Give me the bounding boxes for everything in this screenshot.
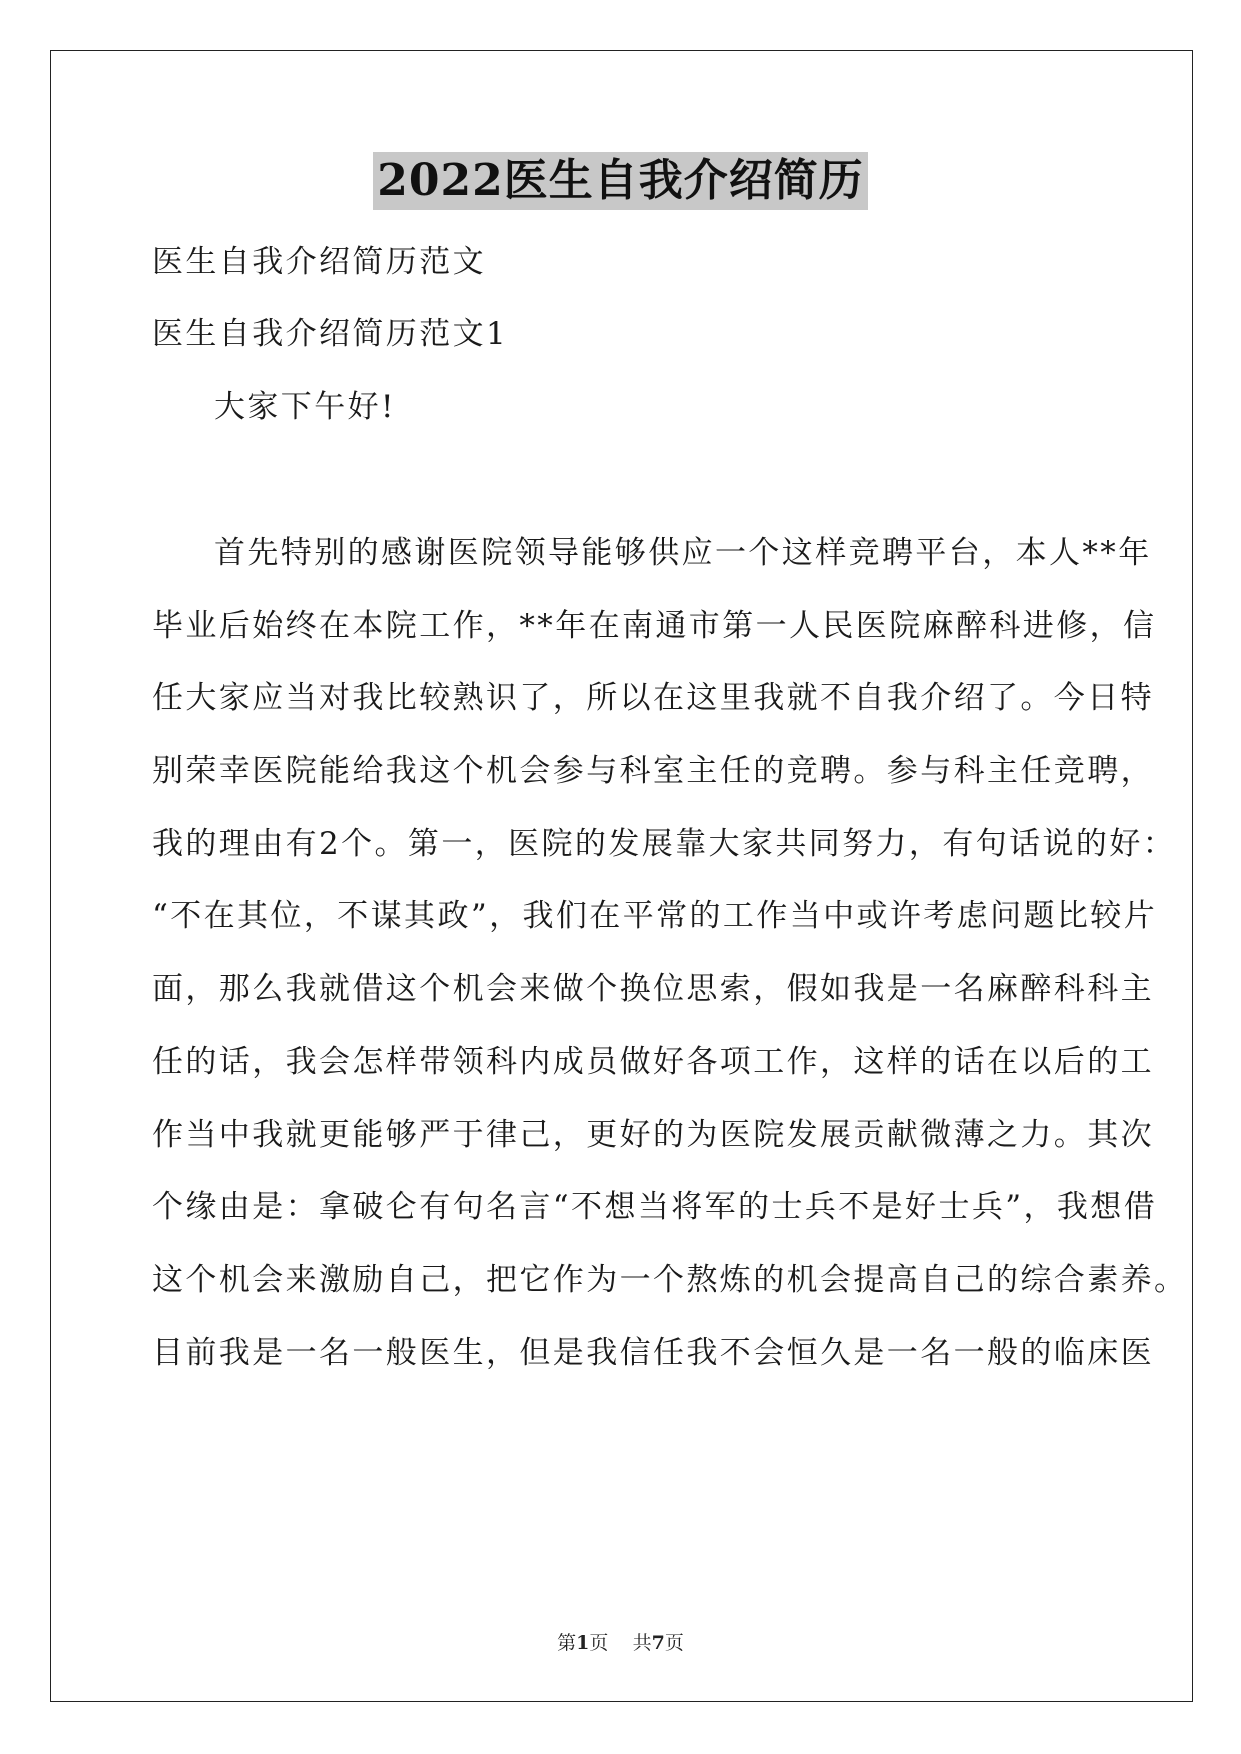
footer-page-number: 1 [576, 1632, 590, 1654]
footer-total-suffix: 页 [664, 1632, 684, 1654]
body-line: “不在其位，不谋其政”，我们在平常的工作当中或许考虑问题比较片 [152, 898, 1158, 934]
document-title: 2022医生自我介绍简历 [373, 152, 867, 210]
body-line: 这个机会来激励自己，把它作为一个熬炼的机会提高自己的综合素养。 [152, 1262, 1188, 1298]
body-line: 目前我是一名一般医生，但是我信任我不会恒久是一名一般的临床医 [152, 1335, 1154, 1371]
footer-total-pages: 7 [651, 1632, 665, 1654]
body-line: 别荣幸医院能给我这个机会参与科室主任的竞聘。参与科主任竞聘， [152, 753, 1154, 789]
body-line: 任大家应当对我比较熟识了，所以在这里我就不自我介绍了。今日特 [152, 680, 1154, 716]
body-line: 首先特别的感谢医院领导能够供应一个这样竞聘平台，本人**年 [214, 535, 1152, 571]
page-border [50, 50, 1193, 1702]
footer-page-prefix: 第 [557, 1632, 577, 1654]
page-footer [0, 1631, 1241, 1655]
title-container [0, 152, 1241, 210]
footer-page-suffix: 页 [589, 1632, 609, 1654]
subtitle-line-numbered: 医生自我介绍简历范文1 [152, 316, 509, 352]
greeting-line: 大家下午好! [214, 389, 396, 425]
footer-total-prefix: 共 [632, 1632, 652, 1654]
body-line: 我的理由有2个。第一，医院的发展靠大家共同努力，有句话说的好： [152, 826, 1177, 862]
subtitle-line: 医生自我介绍简历范文 [152, 244, 486, 280]
body-line: 毕业后始终在本院工作，**年在南通市第一人民医院麻醉科进修，信 [152, 608, 1157, 644]
body-line: 面，那么我就借这个机会来做个换位思索，假如我是一名麻醉科科主 [152, 971, 1154, 1007]
body-line: 任的话，我会怎样带领科内成员做好各项工作，这样的话在以后的工 [152, 1044, 1154, 1080]
body-line: 个缘由是：拿破仑有句名言“不想当将军的士兵不是好士兵”，我想借 [152, 1189, 1158, 1225]
body-line: 作当中我就更能够严于律己，更好的为医院发展贡献微薄之力。其次 [152, 1117, 1154, 1153]
